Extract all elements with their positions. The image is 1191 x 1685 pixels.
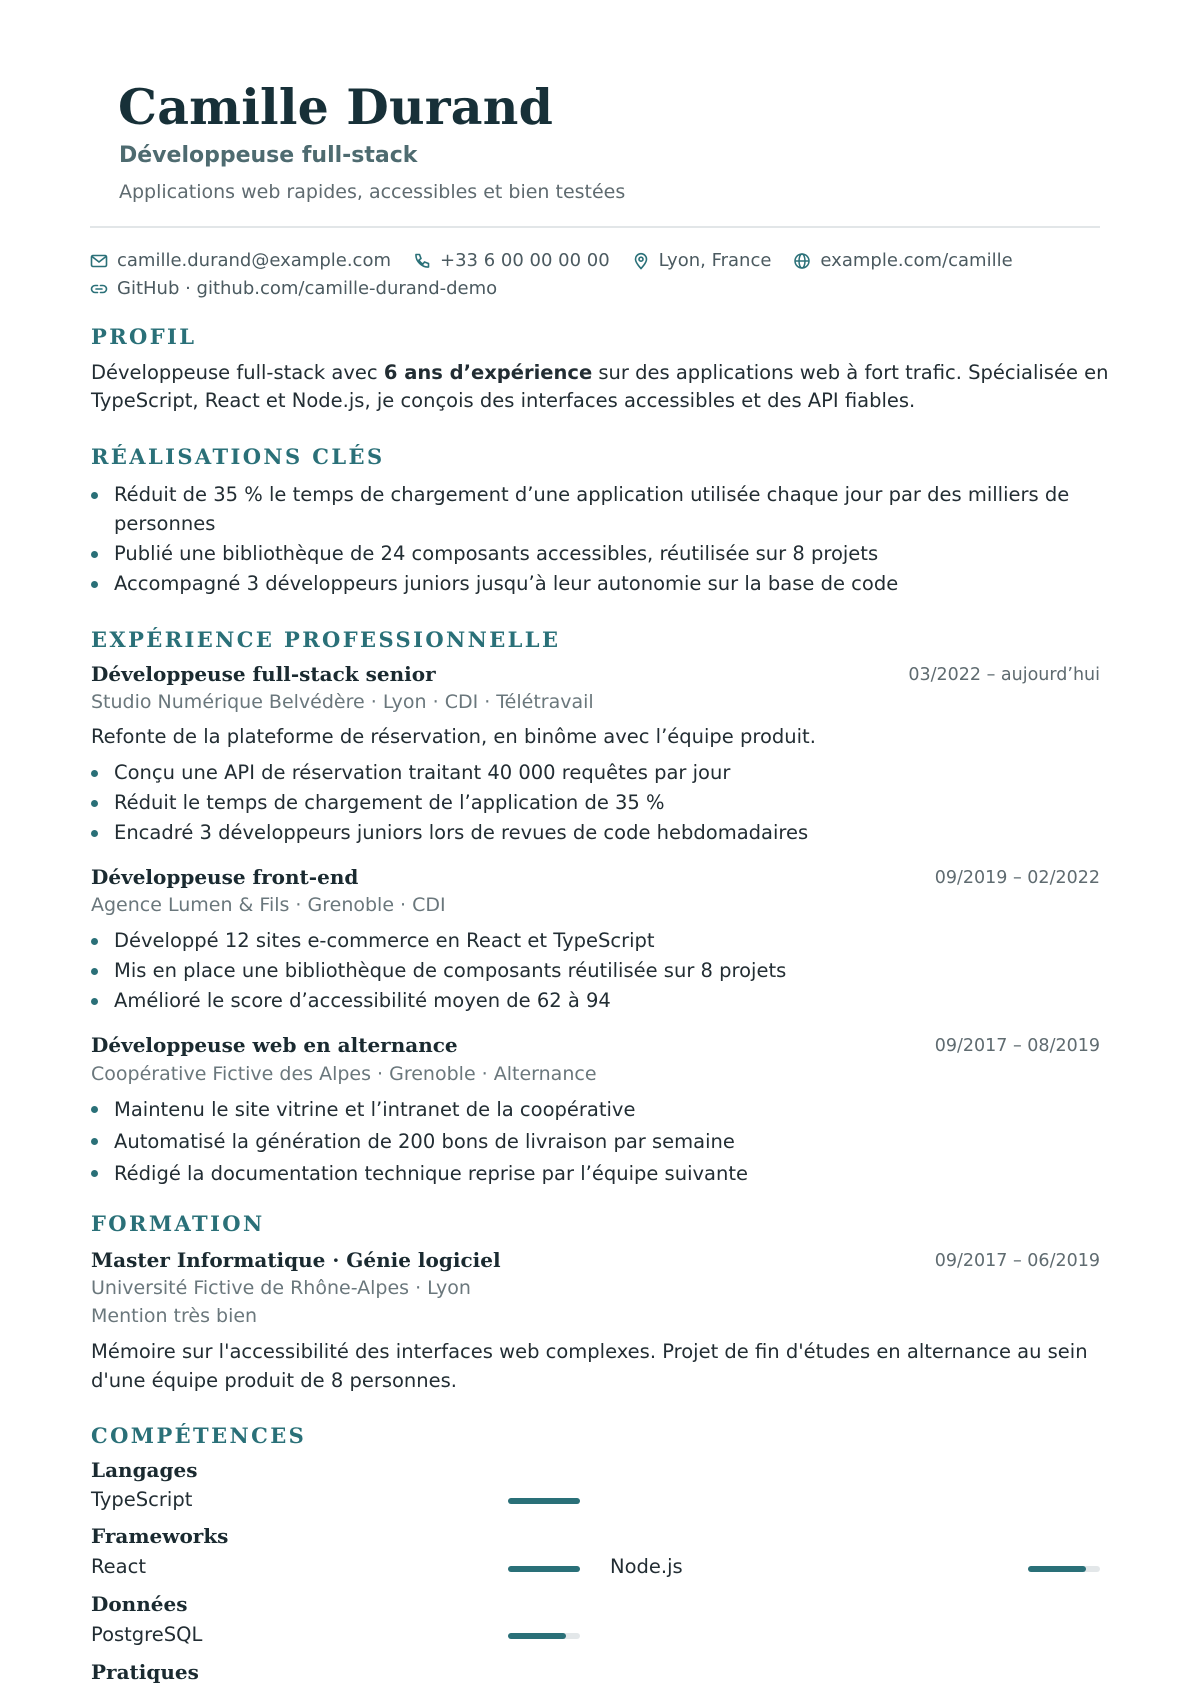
list-item: Développé 12 sites e-commerce en React et TypeScript [91, 926, 1111, 956]
candidate-name: Camille Durand [118, 78, 554, 136]
job-bullets [91, 926, 1111, 1016]
globe-icon [793, 252, 811, 270]
contact-github-text: GitHub · github.com/camille-durand-demo [117, 278, 498, 299]
phone-icon [413, 252, 431, 270]
list-item: Maintenu le site vitrine et l’intranet de la coopérative [91, 1094, 1111, 1126]
skill-level-bar [508, 1498, 580, 1504]
skill-name: TypeScript [91, 1488, 193, 1511]
list-item: Amélioré le score d’accessibilité moyen de 62 à 94 [91, 986, 1111, 1016]
skill-level-fill [508, 1566, 580, 1572]
job-title: Développeuse web en alternance [91, 1033, 458, 1057]
candidate-role: Développeuse full-stack [119, 143, 418, 168]
link-icon [90, 280, 108, 298]
job-summary: Refonte de la plateforme de réservation, en binôme avec l’équipe produit. [91, 725, 816, 748]
degree-dates: 09/2017 – 06/2019 [934, 1251, 1100, 1271]
profile-text-end: sur des applications web à fort trafic. Spécialisée en TypeScript, React et Node.js, je conçois des interfaces accessibles et des API fiables. [91, 361, 1109, 412]
skill-category: Pratiques [91, 1660, 199, 1684]
skill-level-bar [508, 1566, 580, 1572]
section-title-achievements: RÉALISATIONS CLÉS [91, 444, 385, 469]
header-divider [90, 226, 1100, 228]
list-item: Accompagné 3 développeurs juniors jusqu’à leur autonomie sur la base de code [91, 569, 1111, 598]
skill-level-fill [508, 1633, 566, 1639]
job-dates: 03/2022 – aujourd’hui [908, 665, 1100, 685]
contact-row-main [90, 250, 1035, 271]
job-title: Développeuse full-stack senior [91, 662, 436, 686]
skill-name: PostgreSQL [91, 1623, 203, 1646]
contact-phone-text: +33 6 00 00 00 00 [440, 250, 610, 271]
skill-level-bar [1028, 1566, 1100, 1572]
contact-phone[interactable] [413, 250, 610, 271]
skill-name: React [91, 1555, 146, 1578]
list-item: Publié une bibliothèque de 24 composants accessibles, réutilisée sur 8 projets [91, 539, 1111, 568]
map-pin-icon [632, 252, 650, 270]
envelope-icon [90, 252, 108, 270]
section-title-education: FORMATION [91, 1211, 265, 1236]
contact-location [632, 250, 772, 271]
degree-title: Master Informatique · Génie logiciel [91, 1248, 501, 1272]
skill-level-fill [1028, 1566, 1086, 1572]
job-title: Développeuse front-end [91, 865, 359, 889]
profile-text [91, 359, 1111, 415]
list-item: Encadré 3 développeurs juniors lors de revues de code hebdomadaires [91, 818, 1111, 848]
job-meta: Agence Lumen & Fils · Grenoble · CDI [91, 894, 446, 916]
contact-email-text: camille.durand@example.com [117, 250, 391, 271]
list-item: Rédigé la documentation technique reprise par l’équipe suivante [91, 1158, 1111, 1190]
skill-category: Frameworks [91, 1524, 229, 1548]
section-title-experience: EXPÉRIENCE PROFESSIONNELLE [91, 627, 561, 652]
contact-email[interactable] [90, 250, 391, 271]
skill-level-bar [508, 1633, 580, 1639]
skill-level-fill [508, 1498, 580, 1504]
profile-text-start: Développeuse full-stack avec [91, 361, 384, 384]
achievements-list [91, 480, 1111, 598]
list-item: Mis en place une bibliothèque de composants réutilisée sur 8 projets [91, 956, 1111, 986]
contact-row-github [90, 278, 519, 299]
list-item: Automatisé la génération de 200 bons de livraison par semaine [91, 1126, 1111, 1158]
contact-location-text: Lyon, France [658, 250, 772, 271]
job-dates: 09/2019 – 02/2022 [934, 868, 1100, 888]
degree-honors: Mention très bien [91, 1305, 258, 1327]
contact-website-text: example.com/camille [820, 250, 1013, 271]
job-dates: 09/2017 – 08/2019 [934, 1036, 1100, 1056]
list-item: Réduit le temps de chargement de l’application de 35 % [91, 788, 1111, 818]
section-title-skills: COMPÉTENCES [91, 1423, 307, 1448]
skill-name: Node.js [610, 1555, 683, 1578]
school-name: Université Fictive de Rhône-Alpes · Lyon [91, 1277, 471, 1299]
job-bullets [91, 1094, 1111, 1190]
list-item: Conçu une API de réservation traitant 40 000 requêtes par jour [91, 758, 1111, 788]
list-item: Réduit de 35 % le temps de chargement d’une application utilisée chaque jour par des milliers de personnes [91, 480, 1111, 538]
contact-github[interactable] [90, 278, 497, 299]
contact-website[interactable] [793, 250, 1012, 271]
section-title-profile: PROFIL [91, 324, 197, 349]
skill-category: Données [91, 1592, 188, 1616]
job-bullets [91, 758, 1111, 848]
candidate-tagline: Applications web rapides, accessibles et bien testées [119, 181, 626, 203]
job-meta: Coopérative Fictive des Alpes · Grenoble · Alternance [91, 1063, 597, 1085]
education-description: Mémoire sur l'accessibilité des interfaces web complexes. Projet de fin d'études en alternance au sein d'une équipe produit de 8 personnes. [91, 1340, 1088, 1392]
skill-category: Langages [91, 1458, 198, 1482]
profile-text-highlight: 6 ans d’expérience [383, 361, 593, 384]
job-meta: Studio Numérique Belvédère · Lyon · CDI · Télétravail [91, 691, 594, 713]
